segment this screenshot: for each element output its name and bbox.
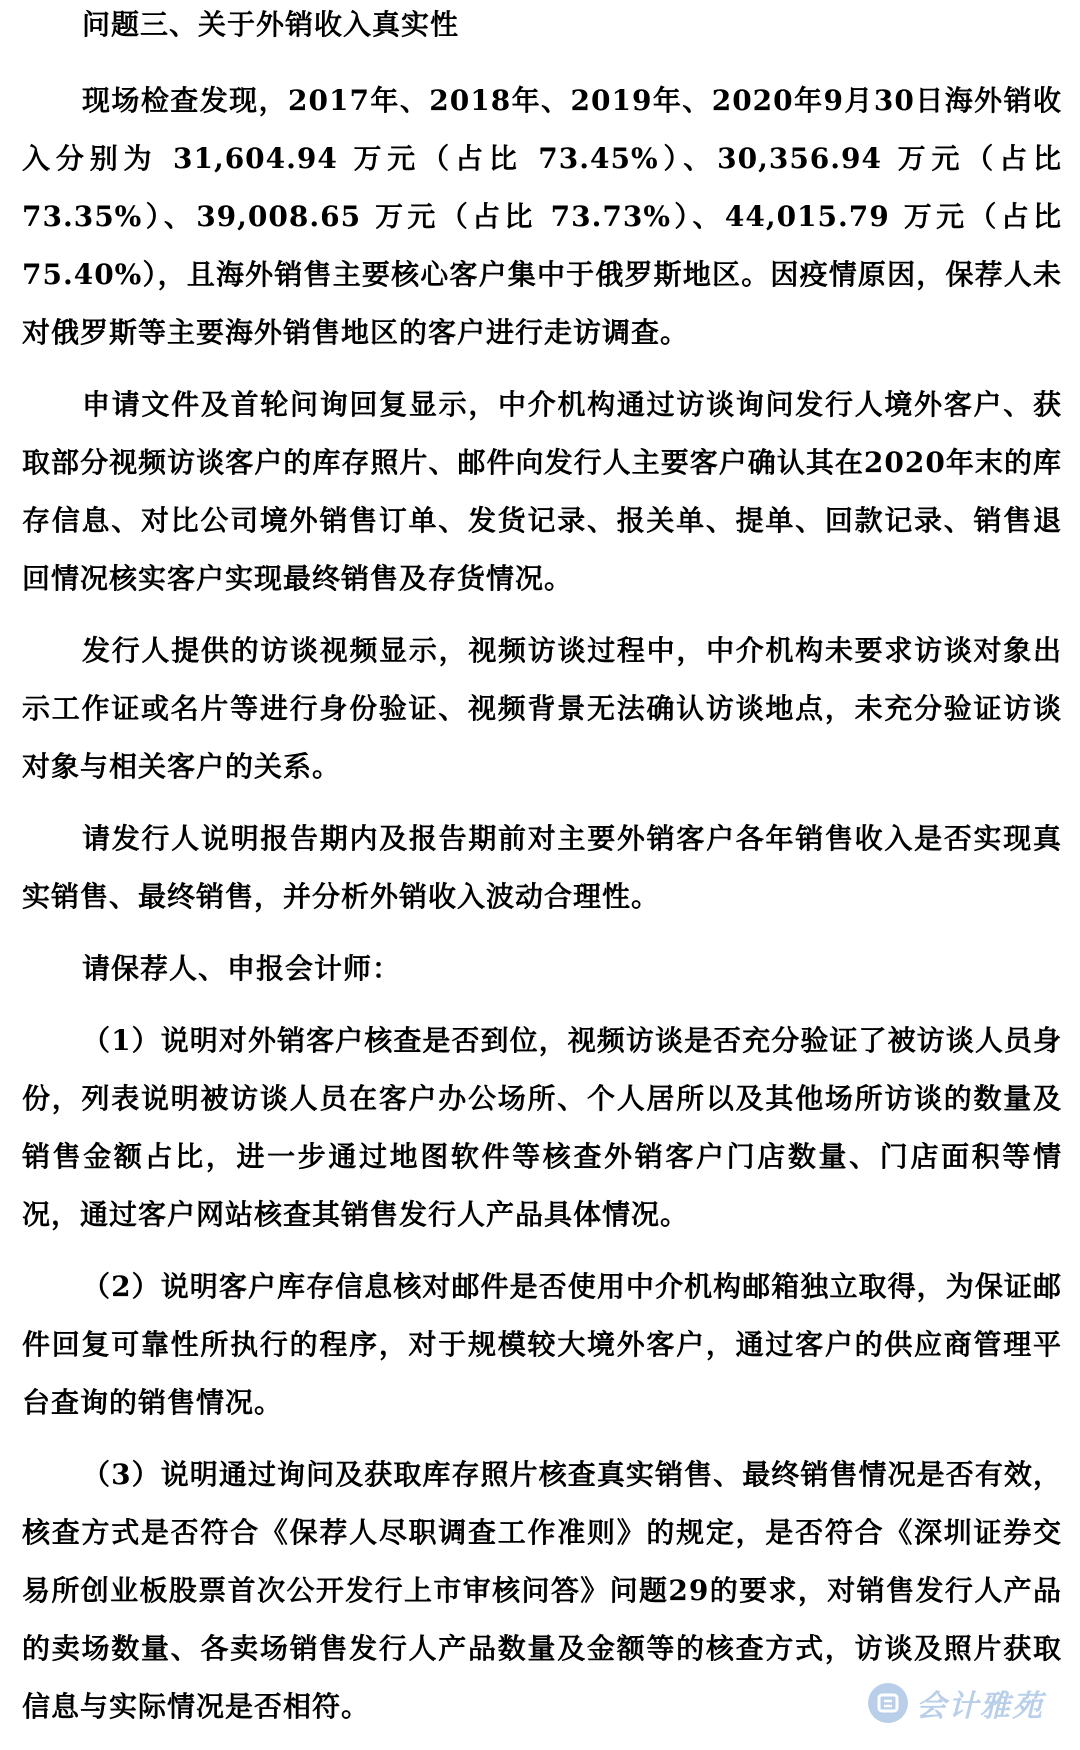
paragraph-overseas-revenue: 现场检查发现，2017年、2018年、2019年、2020年9月30日海外销收入分别为 31,604.94 万元（占比 73.45%）、30,356.94 万元（占比 73.35%）、39,008.65 万元（占比 73.73%）、44,015.79 万元（占比 75.40%），且海外销售主要核心客户集中于俄罗斯地区。因疫情原因，保荐人未对俄罗斯等主要海外销售地区的客户进行走访调查。 bbox=[22, 84, 1062, 349]
accounting-logo-icon bbox=[868, 1683, 908, 1723]
document-page bbox=[22, 0, 1062, 1750]
paragraph-application-docs: 申请文件及首轮问询回复显示，中介机构通过访谈询问发行人境外客户、获取部分视频访谈客户的库存照片、邮件向发行人主要客户确认其在2020年末的库存信息、对比公司境外销售订单、发货记录、报关单、提单、回款记录、销售退回情况核实客户实现最终销售及存货情况。 bbox=[22, 388, 1062, 595]
paragraph-item-1: （1）说明对外销客户核查是否到位，视频访谈是否充分验证了被访谈人员身份，列表说明被访谈人员在客户办公场所、个人居所以及其他场所访谈的数量及销售金额占比，进一步通过地图软件等核查外销客户门店数量、门店面积等情况，通过客户网站核查其销售发行人产品具体情况。 bbox=[22, 1024, 1062, 1231]
paragraph-item-2: （2）说明客户库存信息核对邮件是否使用中介机构邮箱独立取得，为保证邮件回复可靠性所执行的程序，对于规模较大境外客户，通过客户的供应商管理平台查询的销售情况。 bbox=[22, 1270, 1062, 1419]
watermark bbox=[868, 1681, 1044, 1725]
section-heading: 问题三、关于外销收入真实性 bbox=[82, 8, 460, 41]
watermark-text: 会计雅苑 bbox=[916, 1689, 1044, 1724]
paragraph-sponsor-request: 请保荐人、申报会计师： bbox=[82, 952, 402, 985]
paragraph-issuer-request: 请发行人说明报告期内及报告期前对主要外销客户各年销售收入是否实现真实销售、最终销售，并分析外销收入波动合理性。 bbox=[22, 822, 1062, 913]
paragraph-interview-video: 发行人提供的访谈视频显示，视频访谈过程中，中介机构未要求访谈对象出示工作证或名片等进行身份验证、视频背景无法确认访谈地点，未充分验证访谈对象与相关客户的关系。 bbox=[22, 634, 1062, 783]
paragraph-item-3: （3）说明通过询问及获取库存照片核查真实销售、最终销售情况是否有效，核查方式是否符合《保荐人尽职调查工作准则》的规定，是否符合《深圳证券交易所创业板股票首次公开发行上市审核问答》问题29的要求，对销售发行人产品的卖场数量、各卖场销售发行人产品数量及金额等的核查方式，访谈及照片获取信息与实际情况是否相符。 bbox=[22, 1458, 1062, 1723]
